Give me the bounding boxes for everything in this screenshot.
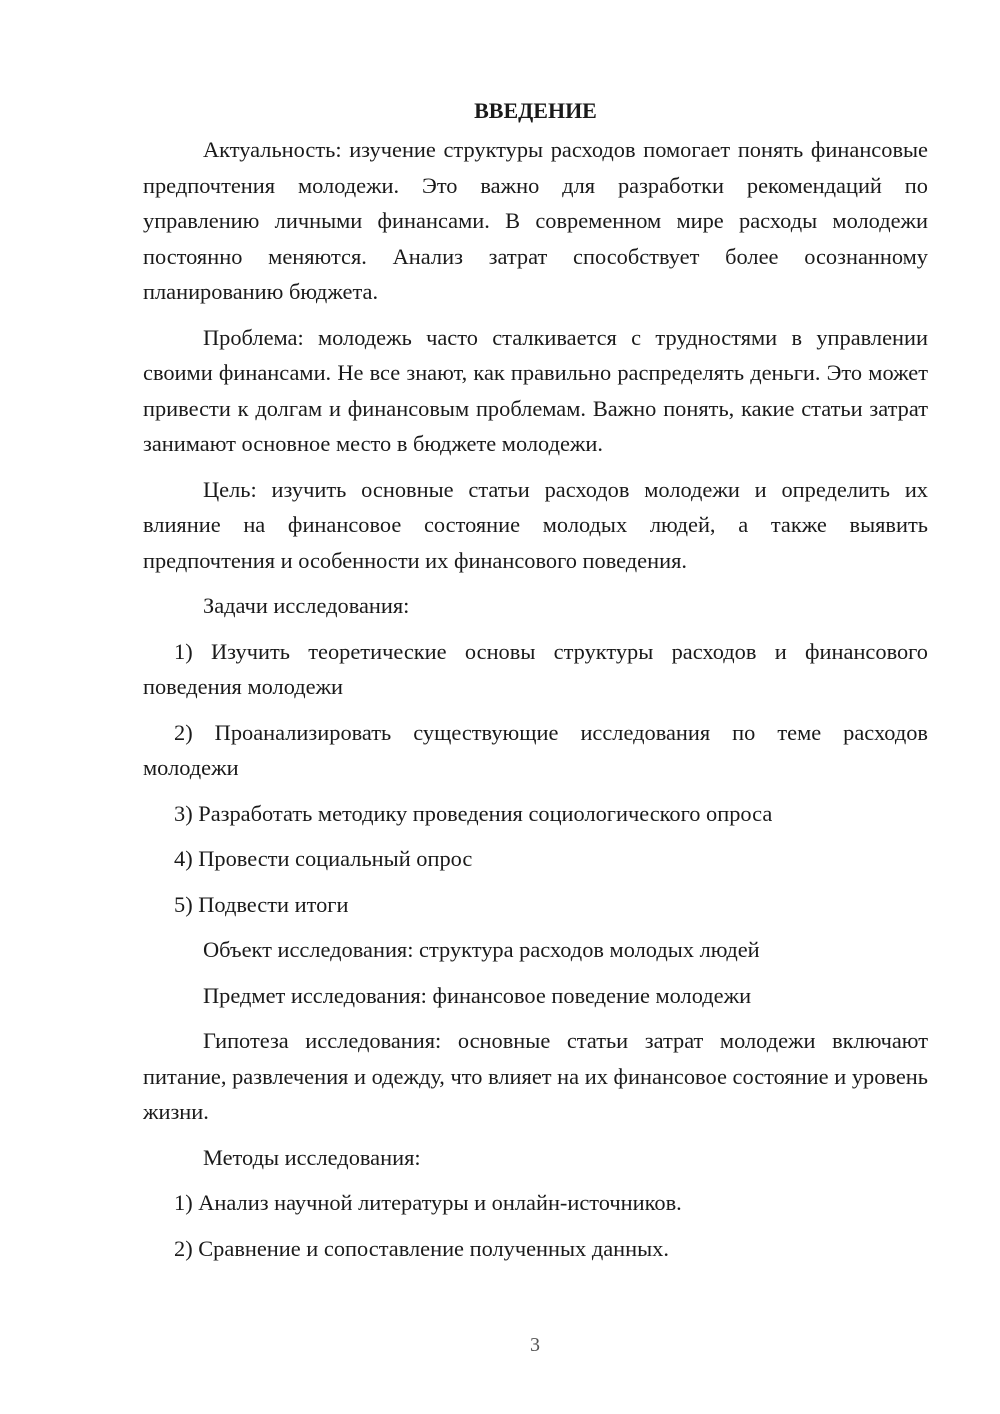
task-item-3: 3) Разработать методику проведения социологического опроса	[174, 800, 773, 826]
task-item-5: 5) Подвести итоги	[174, 891, 349, 917]
method-item-2: 2) Сравнение и сопоставление полученных данных.	[174, 1235, 669, 1261]
task-item-4: 4) Провести социальный опрос	[174, 846, 473, 871]
methods-heading: Методы исследования:	[203, 1144, 421, 1170]
goal-paragraph: Цель: изучить основные статьи расходов молодежи и определить их влияние на финансовое состояние молодых людей, а также выявить предпочтения и особенности их финансового поведения.	[143, 476, 928, 573]
relevance-paragraph: Актуальность: изучение структуры расходов помогает понять финансовые предпочтения молодежи. Это важно для разработки рекомендаций по управлению личными финансами. В современном мире расходы молодежи постоянно меняются. Анализ затрат способствует более осознанному планированию бюджета.	[143, 137, 928, 304]
tasks-heading: Задачи исследования:	[203, 593, 410, 618]
task-item-1: 1) Изучить теоретические основы структуры расходов и финансового поведения молодежи	[143, 638, 928, 699]
task-item-2: 2) Проанализировать существующие исследования по теме расходов молодежи	[143, 719, 928, 780]
hypothesis-paragraph: Гипотеза исследования: основные статьи затрат молодежи включают питание, развлечения и одежду, что влияет на их финансовое состояние и уровень жизни.	[143, 1028, 928, 1124]
page-title: ВВЕДЕНИЕ	[474, 98, 597, 123]
method-item-1: 1) Анализ научной литературы и онлайн-источников.	[174, 1190, 682, 1215]
object-line: Объект исследования: структура расходов молодых людей	[203, 937, 760, 962]
subject-line: Предмет исследования: финансовое поведение молодежи	[203, 982, 752, 1008]
page-number: 3	[530, 1334, 540, 1356]
document-page	[143, 92, 928, 1276]
problem-paragraph: Проблема: молодежь часто сталкивается с трудностями в управлении своими финансами. Не все знают, как правильно распределять деньги. Это может привести к долгам и финансовым проблемам. Важно понять, какие статьи затрат занимают основное место в бюджете молодежи.	[143, 324, 928, 456]
